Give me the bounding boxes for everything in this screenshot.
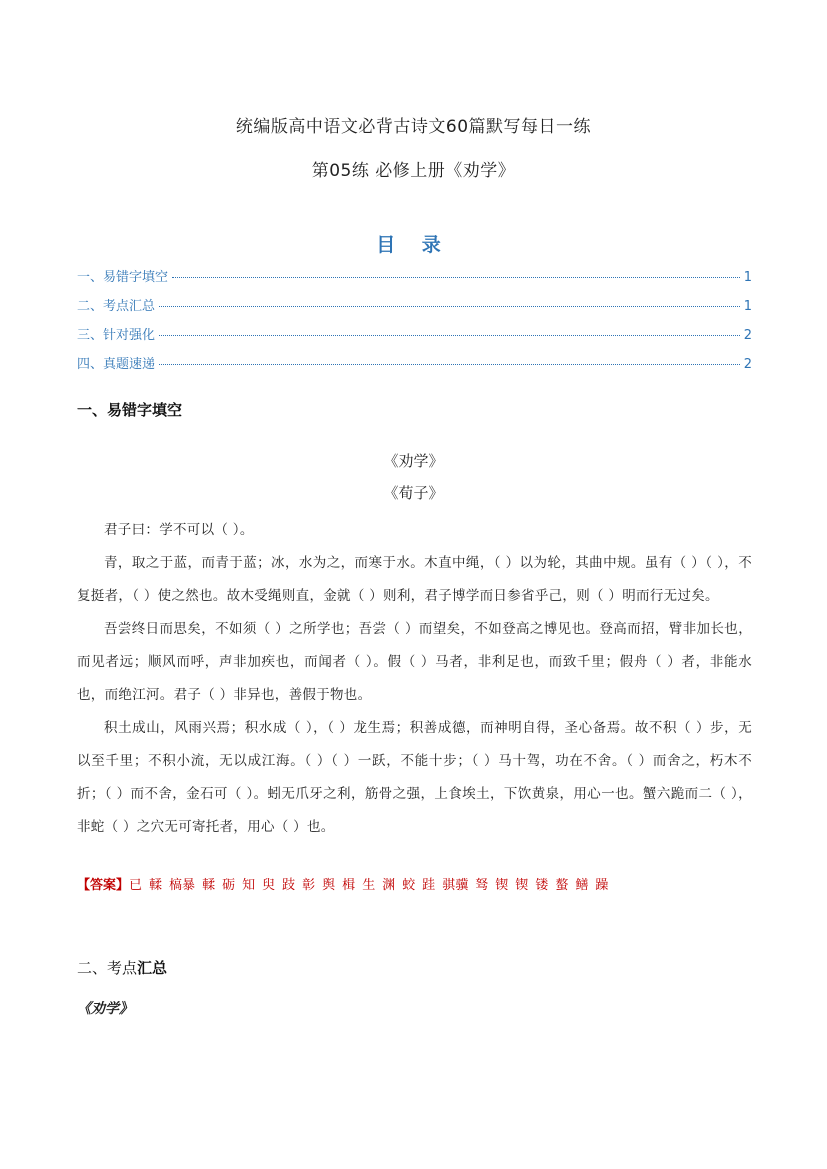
answer-item: 跬: [422, 878, 436, 893]
answer-item: 知: [242, 878, 256, 893]
answer-item: 蛟: [402, 878, 416, 893]
document-title: 统编版高中语文必背古诗文60篇默写每日一练: [235, 117, 592, 137]
toc-item-3[interactable]: [77, 324, 752, 353]
toc-item-page: 2: [743, 328, 752, 343]
answer-item: 彰: [302, 878, 316, 893]
section-2-heading-prefix: 二、考点: [77, 959, 138, 977]
paragraph: 积土成山，风雨兴焉；积水成（ ），（ ）龙生焉；积善成德，而神明自得，圣心备焉。故不积（ ）步，无以至千里；不积小流，无以成江海。（ ）（ ）一跃，不能十步；（ ）马十驾，功在不舍。（ ）而舍之，朽木不折；（ ）而不舍，金石可（ ）。蚓无爪牙之利，筋骨之强，上食埃土，下饮黄泉，用心一也。蟹六跪而二（ ），非蛇（ ）之穴无可寄托者，用心（ ）也。: [77, 720, 752, 835]
toc-item-label: 四、真题速递: [77, 357, 156, 372]
fill-in-text: [77, 514, 752, 844]
toc-item-1[interactable]: [77, 266, 752, 295]
answer-item: 镂: [535, 878, 549, 893]
toc-item-page: 1: [743, 270, 752, 285]
toc-item-page: 1: [743, 299, 752, 314]
document-subtitle: 第05练 必修上册《劝学》: [311, 161, 516, 181]
toc-heading: 目 录: [376, 234, 451, 256]
section-2-heading: [77, 957, 167, 978]
answer-item: 生: [362, 878, 376, 893]
answer-item: 跂: [282, 878, 296, 893]
answer-item: 臾: [262, 878, 276, 893]
section-2-subtitle: 《劝学》: [77, 1001, 133, 1017]
answer-tag: 【答案】: [77, 878, 130, 893]
toc-item-label: 一、易错字填空: [77, 270, 169, 285]
answer-list: [129, 878, 615, 893]
toc-item-page: 2: [743, 357, 752, 372]
answer-item: 楫: [342, 878, 356, 893]
toc-item-label: 三、针对强化: [77, 328, 156, 343]
toc-item-2[interactable]: [77, 295, 752, 324]
toc-item-4[interactable]: [77, 353, 752, 382]
answer-item: 驽: [475, 878, 489, 893]
answer-block: [77, 875, 752, 896]
answer-item: 螯: [555, 878, 569, 893]
answer-item: 砺: [222, 878, 236, 893]
paragraph: 青，取之于蓝，而青于蓝；冰，水为之，而寒于水。木直中绳，（ ）以为轮，其曲中规。虽有（ ）（ ），不复挺者，（ ）使之然也。故木受绳则直，金就（ ）则利，君子博学而日参省乎己，则（ ）明而行无过矣。: [77, 555, 752, 604]
answer-item: 渊: [382, 878, 396, 893]
answer-item: 骐骥: [442, 878, 469, 893]
toc-leader-dots: [159, 335, 740, 336]
poem-author: 《荀子》: [383, 484, 444, 502]
answer-item: 鳝: [575, 878, 589, 893]
answer-item: 輮: [202, 878, 216, 893]
toc-leader-dots: [159, 364, 740, 365]
toc-item-label: 二、考点汇总: [77, 299, 156, 314]
poem-title: 《劝学》: [383, 452, 444, 470]
toc-leader-dots: [172, 277, 740, 278]
answer-item: 舆: [322, 878, 336, 893]
answer-item: 槁暴: [169, 878, 196, 893]
answer-item: 躁: [595, 878, 609, 893]
table-of-contents: [77, 266, 752, 382]
section-2-heading-strong: 汇总: [137, 959, 168, 977]
paragraph: 吾尝终日而思矣，不如须（ ）之所学也；吾尝（ ）而望矣，不如登高之博见也。登高而招，臂非加长也，而见者远；顺风而呼，声非加疾也，而闻者（ ）。假（ ）马者，非利足也，而致千里；假舟（ ）者，非能水也，而绝江河。君子（ ）非异也，善假于物也。: [77, 621, 752, 703]
answer-item: 輮: [149, 878, 163, 893]
section-1-heading: 一、易错字填空: [77, 401, 183, 419]
answer-item: 锲: [495, 878, 509, 893]
paragraph: 君子曰：学不可以（ ）。: [104, 522, 254, 538]
answer-item: 锲: [515, 878, 529, 893]
answer-item: 已: [129, 878, 143, 893]
toc-leader-dots: [159, 306, 740, 307]
